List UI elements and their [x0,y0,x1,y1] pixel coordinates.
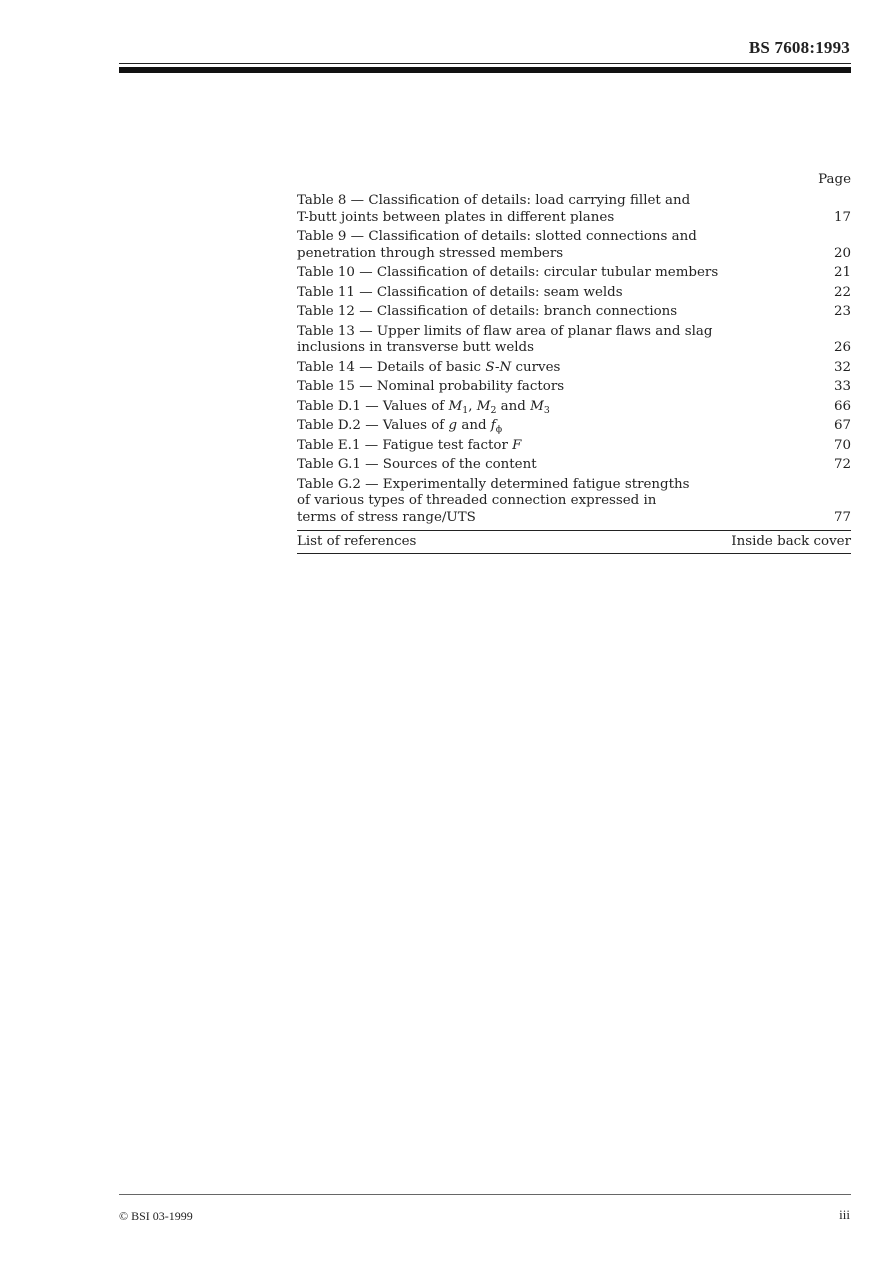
subscript: 2 [490,404,497,416]
toc-entry-title [297,193,690,226]
toc-page-number: Inside back cover [731,534,851,549]
toc-text: and [457,418,491,433]
toc-entry-table-14[interactable] [297,359,851,379]
subscript: 1 [462,404,469,416]
toc-italic-text: S-N [485,359,512,375]
toc-entry-title [297,399,550,416]
toc-page-number: 21 [833,265,851,280]
toc-page-number: 77 [833,509,851,525]
toc-entry-table-e1[interactable] [297,437,851,457]
toc-entry-title [297,418,502,435]
toc-entry-title: Table 12 — Classification of details: branch connections [297,304,678,319]
page-column-label: Page [818,172,851,187]
toc-entry-title: Table 11 — Classification of details: seam welds [297,284,623,300]
page-number: iii [839,1207,850,1222]
toc-entry-title: Table G.1 — Sources of the content [297,457,537,472]
toc-entry-title [297,229,697,262]
symbol-m: M [448,398,463,414]
toc-page-number: 20 [833,245,851,261]
toc-entry-title [297,477,690,527]
toc-page-number: 72 [833,457,851,472]
toc-line: Table 9 — Classification of details: slotted connections and [297,229,697,244]
toc-entry-table-9[interactable] [297,228,851,264]
toc-line: Table 13 — Upper limits of flaw area of planar flaws and slag [297,323,713,339]
toc-text: curves [511,359,561,375]
document-id: BS 7608:1993 [748,38,850,57]
toc-entry-title [297,324,712,357]
toc-text: , [468,398,477,414]
toc-entry-table-g2[interactable] [297,476,851,529]
toc-text: and [496,398,531,414]
toc-entry-table-11[interactable] [297,284,851,304]
toc-page-number: 66 [833,398,851,414]
toc-page-number: 33 [833,379,851,394]
toc-line: T-butt joints between plates in different planes [297,209,615,225]
toc-line: inclusions in transverse butt welds [297,340,534,355]
toc-text: Table D.1 — Values of [297,398,449,414]
toc-page-number: 23 [833,304,851,319]
toc-entry-title [297,438,521,455]
toc-line: of various types of threaded connection expressed in [297,493,657,508]
toc-text: Table D.2 — Values of [297,418,449,433]
toc-page-number: 17 [833,209,851,225]
copyright-notice: © BSI 03-1999 [119,1209,193,1223]
table-of-contents [297,172,851,554]
toc-entry-table-13[interactable] [297,323,851,359]
subscript-phi: ϕ [495,424,503,435]
toc-page-number: 67 [833,418,851,433]
toc-text: Table E.1 — Fatigue test factor [297,437,513,453]
toc-entry-table-8[interactable] [297,192,851,228]
toc-entry-table-d1[interactable] [297,398,851,418]
subscript: 3 [543,404,550,416]
symbol-g: g [448,418,458,433]
toc-entry-table-d2[interactable] [297,417,851,437]
toc-entry-title: Table 15 — Nominal probability factors [297,379,565,394]
toc-line: Table 8 — Classification of details: load carrying fillet and [297,193,691,208]
toc-line: Table G.2 — Experimentally determined fatigue strengths [297,476,690,492]
toc-entry-title [297,360,560,377]
toc-entry-table-15[interactable] [297,378,851,398]
toc-entry-table-g1[interactable] [297,456,851,476]
symbol-m: M [530,398,544,414]
toc-page-number: 26 [833,340,851,355]
toc-entry-table-10[interactable] [297,264,851,284]
toc-page-number: 70 [833,437,851,453]
toc-entry-references[interactable] [297,530,851,554]
toc-text: Table 14 — Details of basic [297,359,486,375]
toc-page-number: 22 [833,284,851,300]
footer-rule [119,1194,851,1195]
toc-entry-table-12[interactable] [297,303,851,323]
symbol-f: F [512,437,522,453]
toc-page-number: 32 [833,359,851,375]
symbol-f: f [490,418,496,433]
toc-line: penetration through stressed members [297,245,564,261]
toc-entry-title: Table 10 — Classification of details: circular tubular members [297,265,719,280]
toc-entry-title: List of references [297,534,417,549]
toc-line: terms of stress range/UTS [297,509,476,525]
symbol-m: M [476,398,491,414]
header-rule-thick [119,67,851,73]
header-rule-thin [119,63,851,64]
